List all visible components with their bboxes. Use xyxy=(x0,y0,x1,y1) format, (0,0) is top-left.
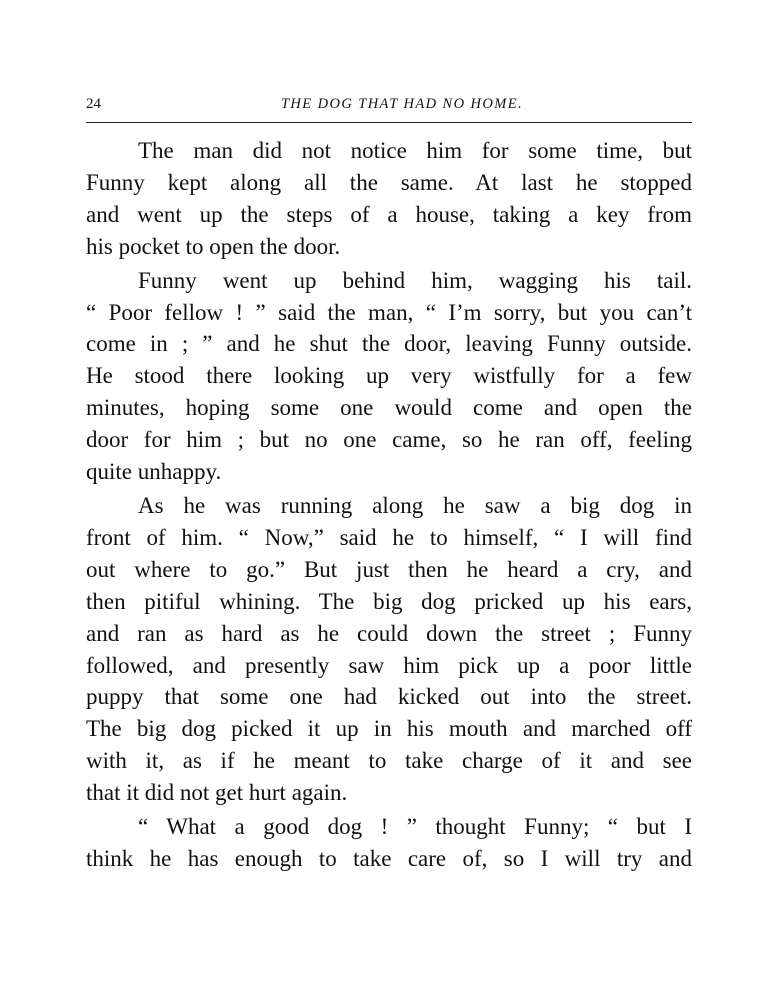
text-line: with it, as if he meant to take charge of it and see xyxy=(86,748,692,774)
text-line: “ What a good dog ! ” thought Funny; “ but I xyxy=(138,814,692,840)
text-line: The big dog picked it up in his mouth and marched off xyxy=(86,716,692,742)
paragraph-3 xyxy=(86,490,692,809)
paragraph-2 xyxy=(86,265,692,488)
text-line: quite unhappy. xyxy=(86,459,222,485)
text-line: followed, and presently saw him pick up a poor little xyxy=(86,652,692,678)
text-line: He stood there looking up very wistfully for a few xyxy=(86,363,692,389)
text-line: come in ; ” and he shut the door, leaving Funny outside. xyxy=(86,331,692,357)
text-line: and ran as hard as he could down the street ; Funny xyxy=(86,620,692,646)
body-text xyxy=(86,135,692,875)
text-line: his pocket to open the door. xyxy=(86,233,341,259)
text-line: then pitiful whining. The big dog pricked up his ears, xyxy=(86,588,692,614)
text-line: “ Poor fellow ! ” said the man, “ I’m sorry, but you can’t xyxy=(86,299,692,325)
header-rule xyxy=(86,122,692,123)
paragraph-1 xyxy=(86,135,692,263)
text-line: Funny kept along all the same. At last he stopped xyxy=(86,169,692,195)
page-number: 24 xyxy=(86,96,101,112)
text-line: door for him ; but no one came, so he ran off, feeling xyxy=(86,427,692,453)
running-title: THE DOG THAT HAD NO HOME. xyxy=(280,96,524,112)
text-line: that it did not get hurt again. xyxy=(86,780,348,806)
text-line: and went up the steps of a house, taking a key from xyxy=(86,201,692,227)
text-line: Funny went up behind him, wagging his tail. xyxy=(138,267,692,293)
text-line: minutes, hoping some one would come and open the xyxy=(86,395,692,421)
running-head xyxy=(86,96,692,118)
text-line: think he has enough to take care of, so I will try and xyxy=(86,845,692,871)
text-line: As he was running along he saw a big dog in xyxy=(138,492,692,518)
text-line: front of him. “ Now,” said he to himself, “ I will find xyxy=(86,524,692,550)
text-line: out where to go.” But just then he heard a cry, and xyxy=(86,556,692,582)
text-line: puppy that some one had kicked out into the street. xyxy=(86,684,692,710)
text-line: The man did not notice him for some time, but xyxy=(138,138,692,163)
paragraph-4 xyxy=(86,811,692,875)
